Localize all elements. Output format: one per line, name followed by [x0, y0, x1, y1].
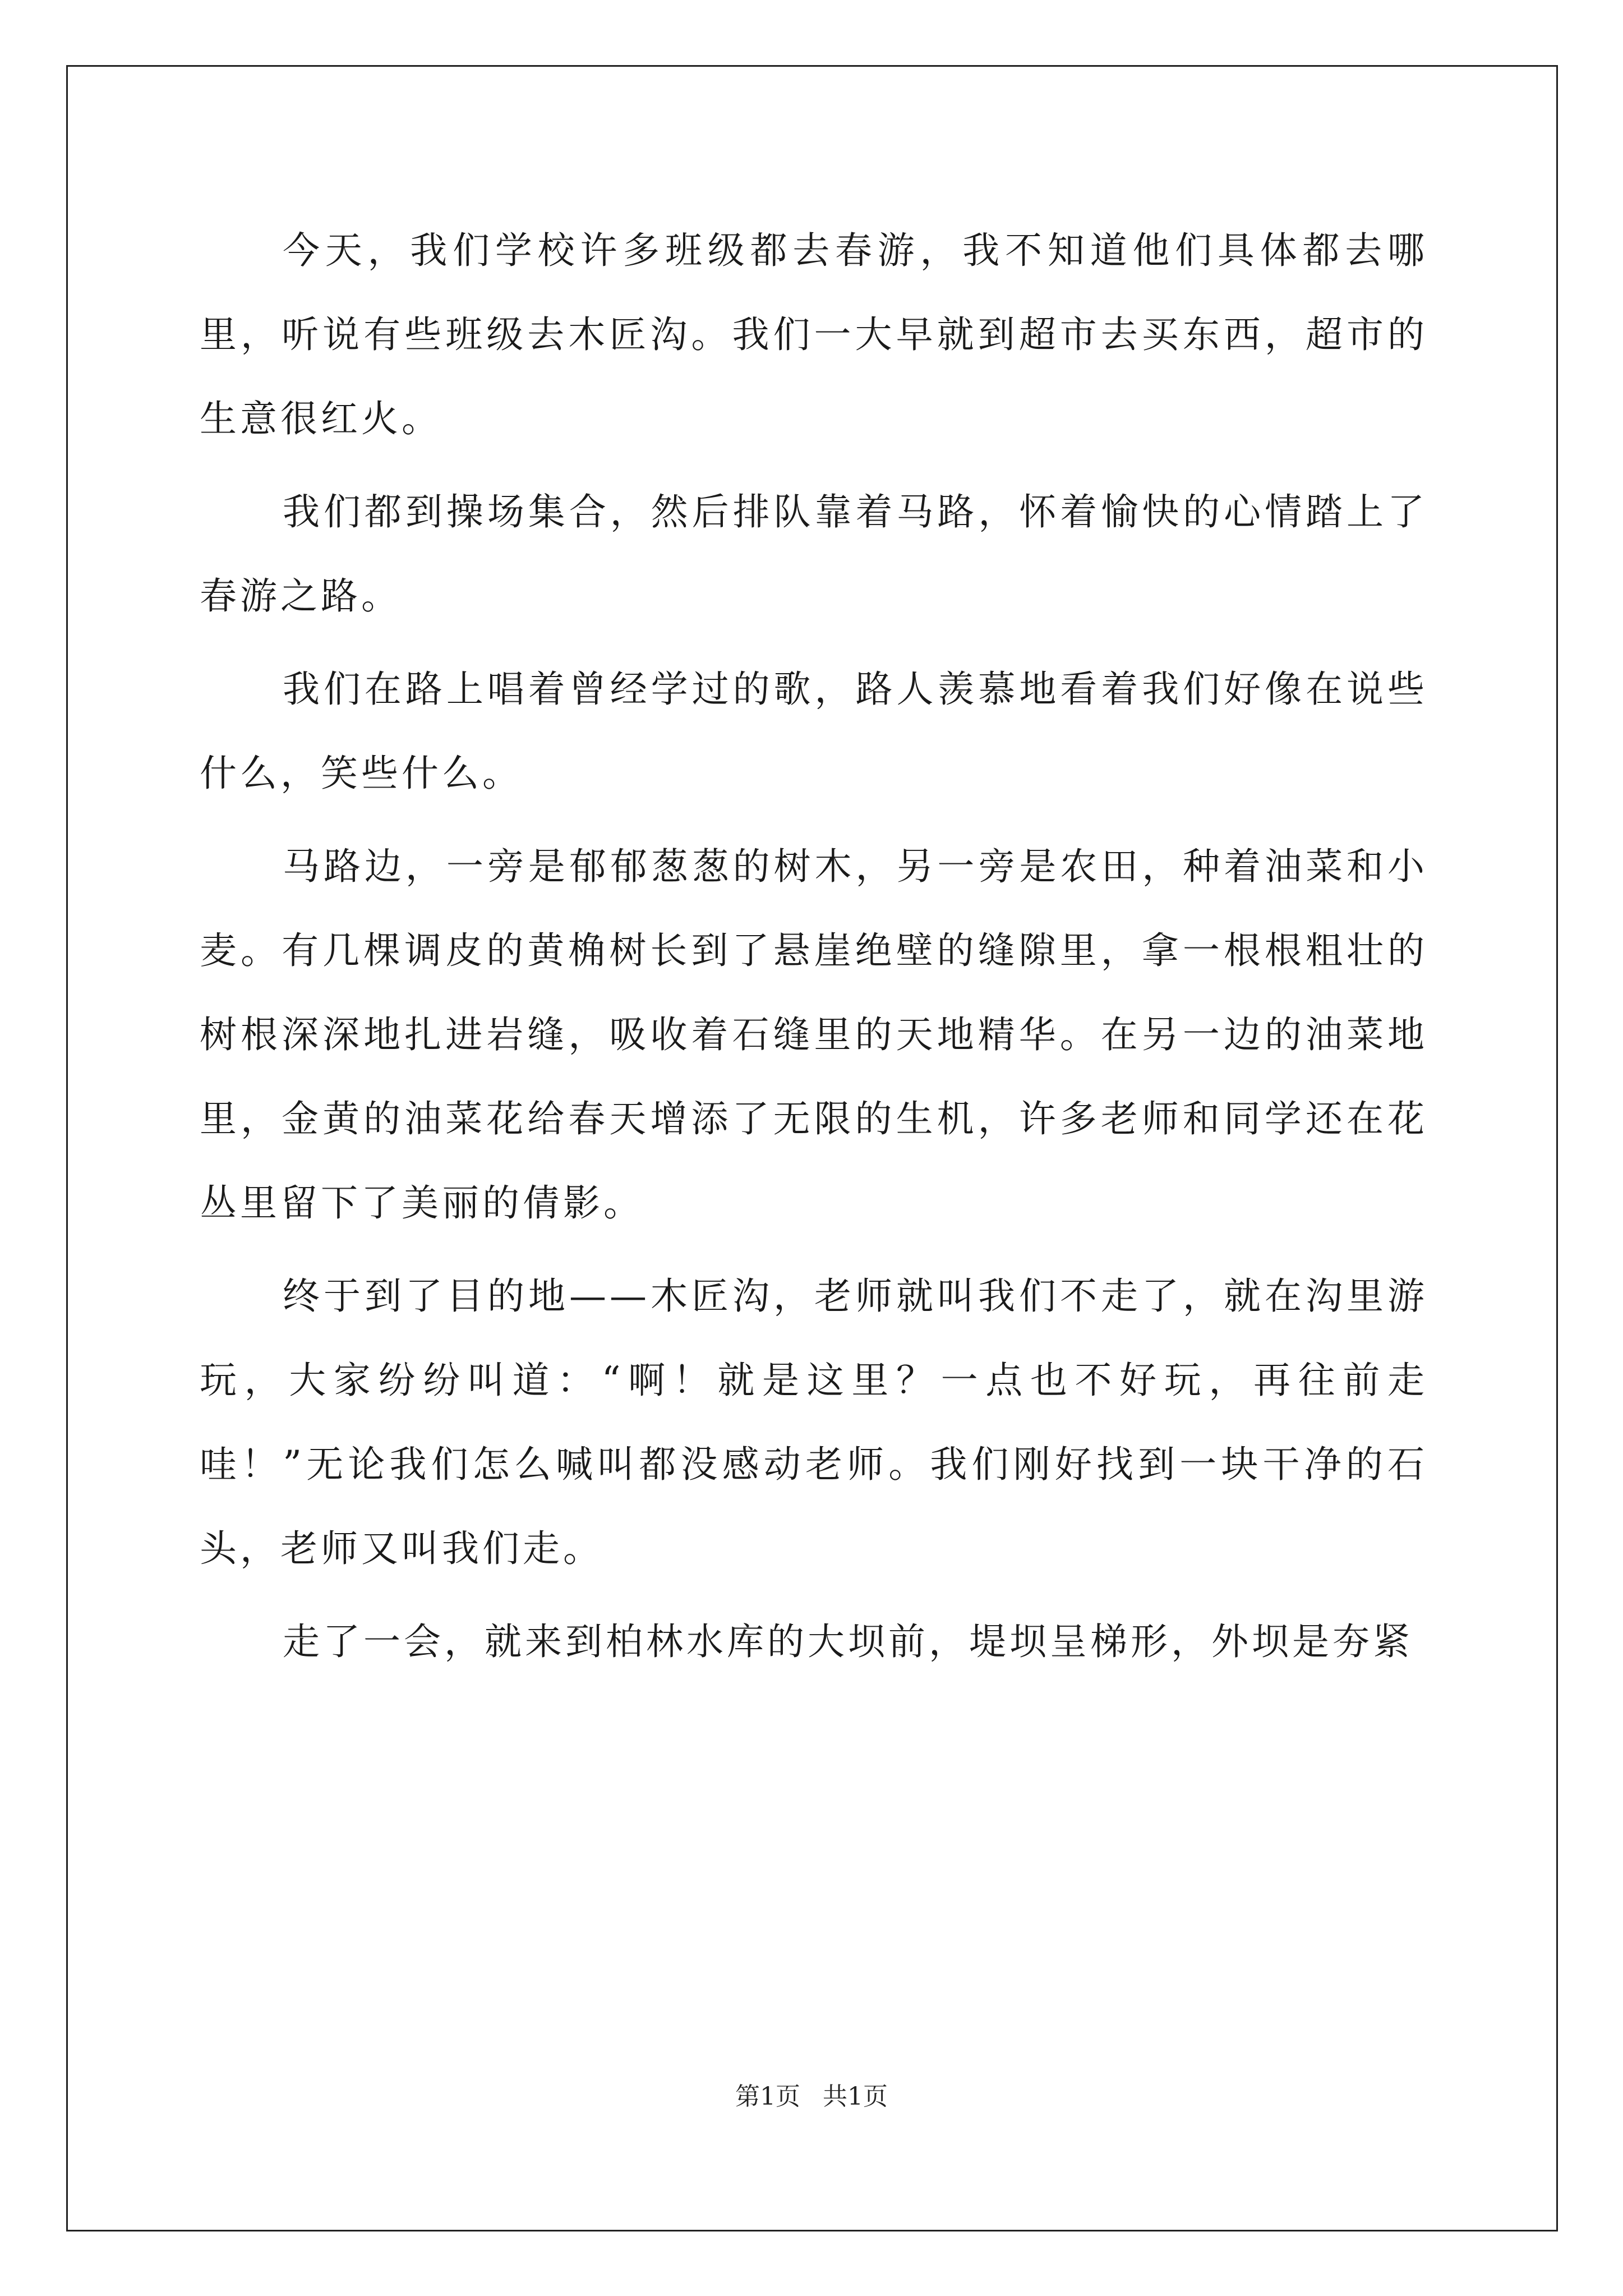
paragraph-6: 走了一会，就来到柏林水库的大坝前，堤坝呈梯形，外坝是夯紧: [283, 1620, 1413, 1663]
paragraph-5: 终于到了目的地——木匠沟，老师就叫我们不走了，就在沟里游玩，大家纷纷叫道：“啊！就是这里？一点也不好玩，再往前走哇！”无论我们怎么喊叫都没感动老师。我们刚好找到一块干净的石头，老师又叫我们走。: [200, 1274, 1428, 1570]
document-body: [200, 209, 1428, 1693]
page-number-total: 共1页: [823, 2082, 888, 2111]
paragraph-1: 今天，我们学校许多班级都去春游，我不知道他们具体都去哪里，听说有些班级去木匠沟。我们一大早就到超市去买东西，超市的生意很红火。: [200, 229, 1428, 440]
paragraph-4: 马路边，一旁是郁郁葱葱的树木，另一旁是农田，种着油菜和小麦。有几棵调皮的黄桷树长到了悬崖绝壁的缝隙里，拿一根根粗壮的树根深深地扎进岩缝，吸收着石缝里的天地精华。在另一边的油菜地里，金黄的油菜花给春天增添了无限的生机，许多老师和同学还在花丛里留下了美丽的倩影。: [200, 845, 1428, 1225]
page-number-current: 第1页: [735, 2082, 800, 2111]
paragraph-3: 我们在路上唱着曾经学过的歌，路人羡慕地看着我们好像在说些什么，笑些什么。: [200, 668, 1428, 795]
paragraph-2: 我们都到操场集合，然后排队靠着马路，怀着愉快的心情踏上了春游之路。: [200, 490, 1428, 618]
page-footer: [0, 2080, 1623, 2114]
